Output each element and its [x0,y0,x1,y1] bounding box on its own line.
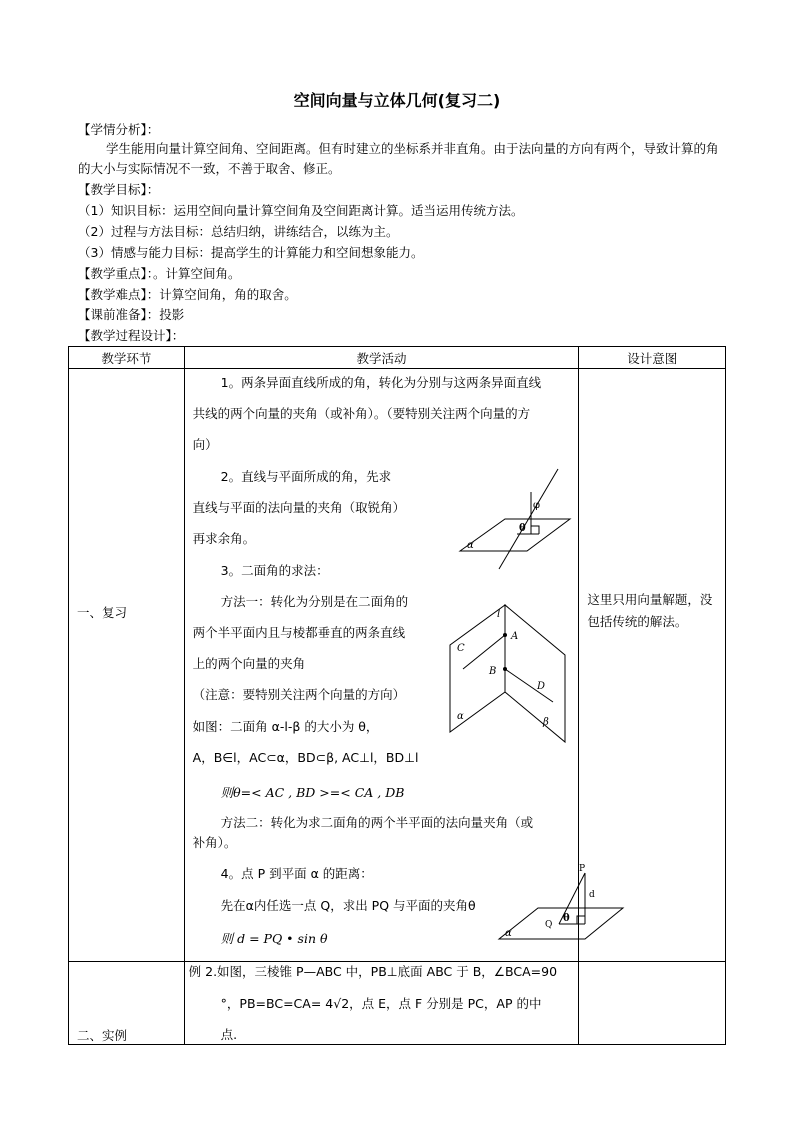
design-cell-empty [579,962,725,1044]
goal-process: （2）过程与方法目标：总结归纳，讲练结合，以练为主。 [78,224,399,239]
key-points: 【教学重点】：。计算空间角。 [78,266,241,281]
text-line: 方法一：转化为分别是在二面角的 [220,594,409,609]
design-note: 这里只用向量解题，没包括传统的解法。 [587,592,713,629]
formula-theta: 则θ=< AC , BD >=< CA , DB [220,785,405,800]
label-phi: φ [532,500,540,511]
text-line: A，B∈l，AC⊂α，BD⊂β, AC⊥l，BD⊥l [192,750,419,765]
page-title: 空间向量与立体几何(复习二) [293,91,501,110]
text-line: 先在α内任选一点 Q，求出 PQ 与平面的夹角θ [220,898,476,913]
label-p: P [578,864,585,874]
goals-label: 【教学目标】： [78,182,160,197]
goal-emotion: （3）情感与能力目标：提高学生的计算能力和空间想象能力。 [78,245,424,260]
design-cell [579,369,725,961]
text-line: 两个半平面内且与棱都垂直的两条直线 [192,625,406,640]
formula-distance: 则 d = PQ • sin θ [220,931,328,946]
analysis-text: 学生能用向量计算空间角、空间距离。但有时建立的坐标系并非直角。由于法向量的方向有两个，导致计算的角的大小与实际情况不一致，不善于取舍、修正。 [78,141,719,176]
section-example: 二、实例 [77,1028,128,1043]
lesson-table [68,346,726,1045]
line-bd [505,669,553,702]
label-c: C [456,643,465,654]
text-line: 直线与平面的法向量的夹角（取锐角） [192,500,406,515]
text-line: 如图：二面角 α-l-β 的大小为 θ， [192,719,379,734]
analysis-label: 【学情分析】： [78,122,160,137]
example-line: °，PB=BC=CA= 4√2，点 E，点 F 分别是 PC，AP 的中 [220,996,542,1011]
difficulties: 【教学难点】：计算空间角，角的取舍。 [78,287,297,302]
goal-knowledge: （1）知识目标：运用空间向量计算空间角及空间距离计算。适当运用传统方法。 [78,203,524,218]
point-b [503,667,507,671]
text-line: 上的两个向量的夹角 [192,656,306,671]
line-plane-figure [455,464,575,574]
label-alpha: α [456,711,464,722]
label-q: Q [544,920,553,930]
example-line: 点. [220,1027,238,1042]
line-ac [463,635,505,669]
label-d: D [536,681,545,692]
section-cell [69,369,184,961]
text-line: 补角）。 [192,835,237,850]
right-angle-mark [531,526,539,534]
process-label: 【教学过程设计】： [78,328,185,343]
label-alpha: α [504,928,512,939]
label-b: B [488,666,497,677]
label-beta: β [542,717,549,728]
activity-cell [185,369,595,961]
table-row [69,369,726,962]
text-line: 再求余角。 [192,531,256,546]
text-line: 共线的两个向量的夹角（或补角）。（要特别关注两个向量的方 [192,406,531,421]
header-design: 设计意图 [579,347,726,369]
label-l: l [496,609,500,620]
label-alpha: α [466,540,474,551]
header-section: 教学环节 [69,347,185,369]
plane-alpha [460,519,570,551]
text-line: 1。两条异面直线所成的角，转化为分别与这两条异面直线 [220,375,542,390]
text-line: 向） [192,437,218,452]
text-line: 方法二：转化为求二面角的两个半平面的法向量夹角（或 [220,815,534,830]
example-line: 例 2.如图，三棱锥 P—ABC 中，PB⊥底面 ABC 于 B，∠BCA=90 [188,964,558,979]
header-activity: 教学活动 [184,347,579,369]
label-theta: θ [562,913,570,924]
label-a: A [510,631,518,642]
section-review: 一、复习 [77,605,128,620]
table-header-row [69,347,726,369]
text-line: 2。直线与平面所成的角，先求 [220,469,392,484]
table-row [69,962,726,1045]
half-plane-beta [505,605,565,742]
text-line: （注意：要特别关注两个向量的方向） [192,687,406,702]
example-cell [185,962,579,1044]
point-a [503,633,507,637]
label-theta: θ [518,523,526,534]
label-d: d [588,890,595,900]
text-line: 4。点 P 到平面 α 的距离： [220,866,373,881]
preparation: 【课前准备】：投影 [78,307,185,322]
text-line: 3。二面角的求法： [220,563,329,578]
section-cell [69,962,184,1044]
dihedral-figure [445,597,575,747]
